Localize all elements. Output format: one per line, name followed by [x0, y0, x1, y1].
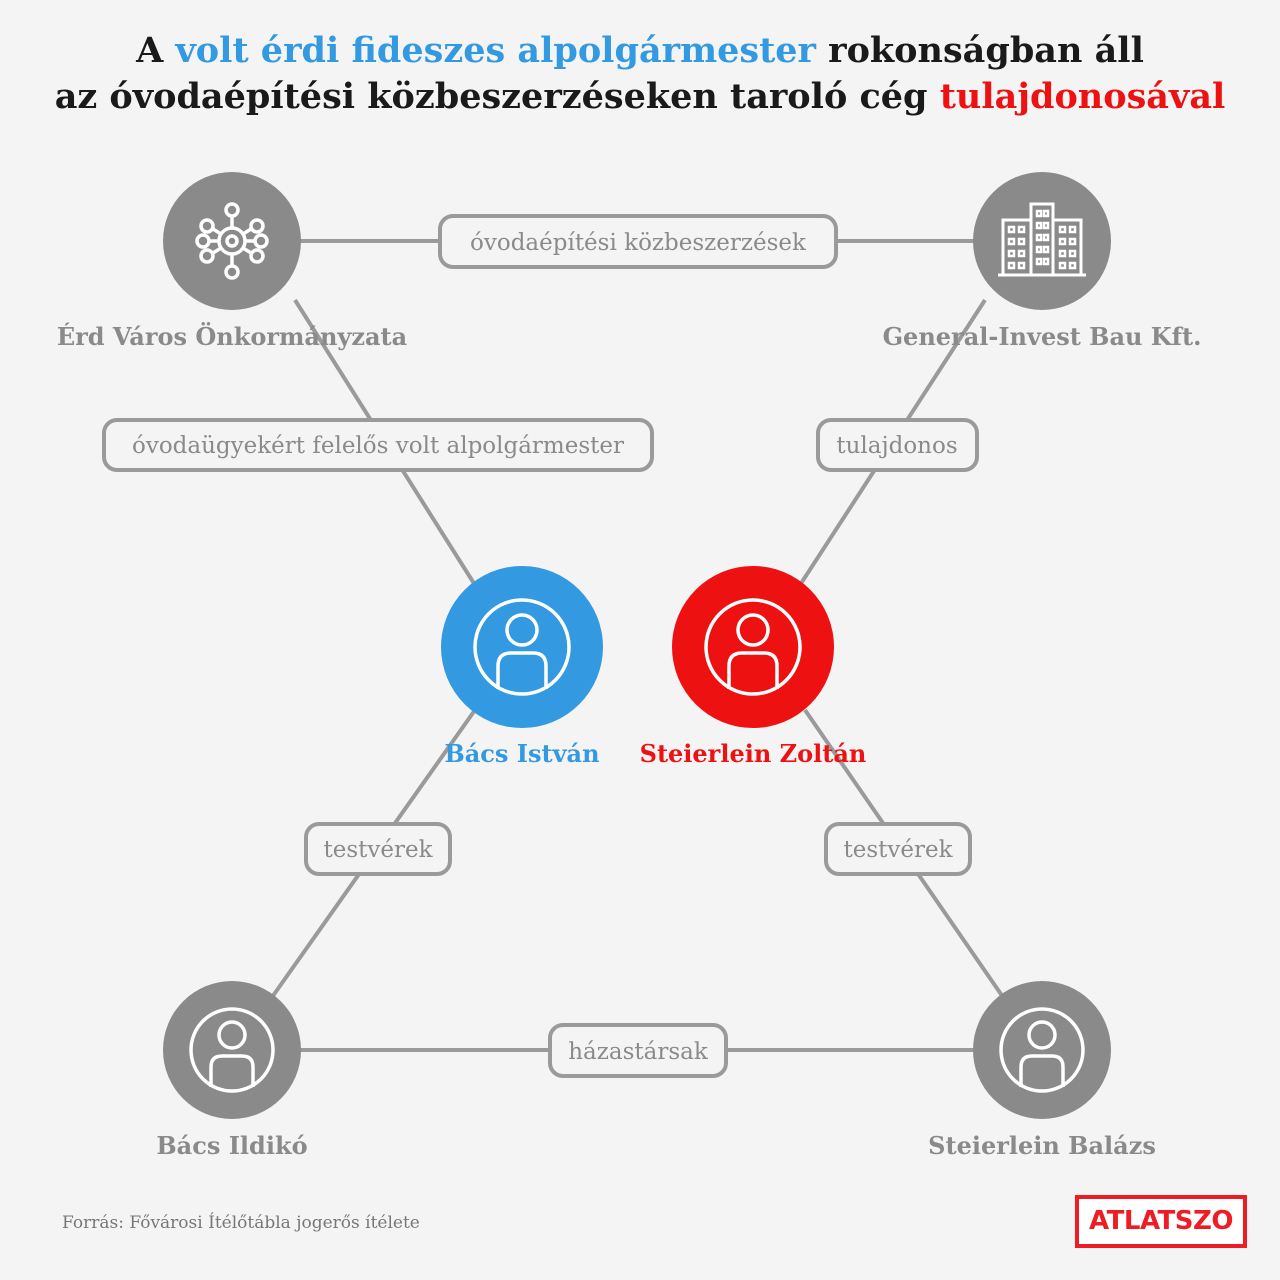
title-line1: A volt érdi fideszes alpolgármester rokonságban áll [136, 30, 1144, 71]
node-general-invest [883, 172, 1202, 351]
node-bacs-ildiko [156, 981, 307, 1160]
edge-label-ildiko-balazs [550, 1025, 726, 1076]
svg-text:óvodaépítési közbeszerzések: óvodaépítési közbeszerzések [470, 230, 806, 256]
svg-text:tulajdonos: tulajdonos [836, 433, 958, 459]
edge-label-erd-general [440, 216, 836, 267]
node-steierlein-balazs [928, 981, 1156, 1160]
svg-text:testvérek: testvérek [843, 837, 953, 863]
node-general-invest-label: General-Invest Bau Kft. [882, 322, 1202, 351]
node-steierlein-zoltan-label: Steierlein Zoltán [639, 739, 867, 768]
svg-text:óvodaügyekért felelős volt alp: óvodaügyekért felelős volt alpolgármester [131, 433, 625, 459]
edge-label-erd-bacs [104, 420, 652, 470]
svg-text:házastársak: házastársak [568, 1039, 708, 1065]
source-note: Forrás: Fővárosi Ítélőtábla jogerős ítélete [62, 1213, 420, 1233]
title-highlight-red: tulajdonosával [939, 76, 1226, 117]
edges [270, 241, 1005, 1050]
svg-text:testvérek: testvérek [323, 837, 433, 863]
title-highlight-blue: volt érdi fideszes alpolgármester [175, 30, 816, 71]
node-bacs-istvan-label: Bács István [444, 739, 600, 768]
title-line2: az óvodaépítési közbeszerzéseken taroló cég tulajdonosával [54, 76, 1226, 117]
edge-label-general-zoltan [818, 420, 977, 470]
node-steierlein-zoltan [640, 566, 867, 768]
node-erd-label: Érd Város Önkormányzata [56, 322, 408, 351]
node-bacs-istvan [441, 566, 603, 768]
edge-label-zoltan-balazs [826, 824, 970, 874]
edge-label-bacs-ildiko [306, 824, 450, 874]
node-erd [57, 172, 407, 351]
atlatszo-logo[interactable]: ATLATSZO [1075, 1195, 1247, 1248]
node-steierlein-balazs-label: Steierlein Balázs [928, 1131, 1156, 1160]
node-bacs-ildiko-label: Bács Ildikó [156, 1131, 308, 1160]
